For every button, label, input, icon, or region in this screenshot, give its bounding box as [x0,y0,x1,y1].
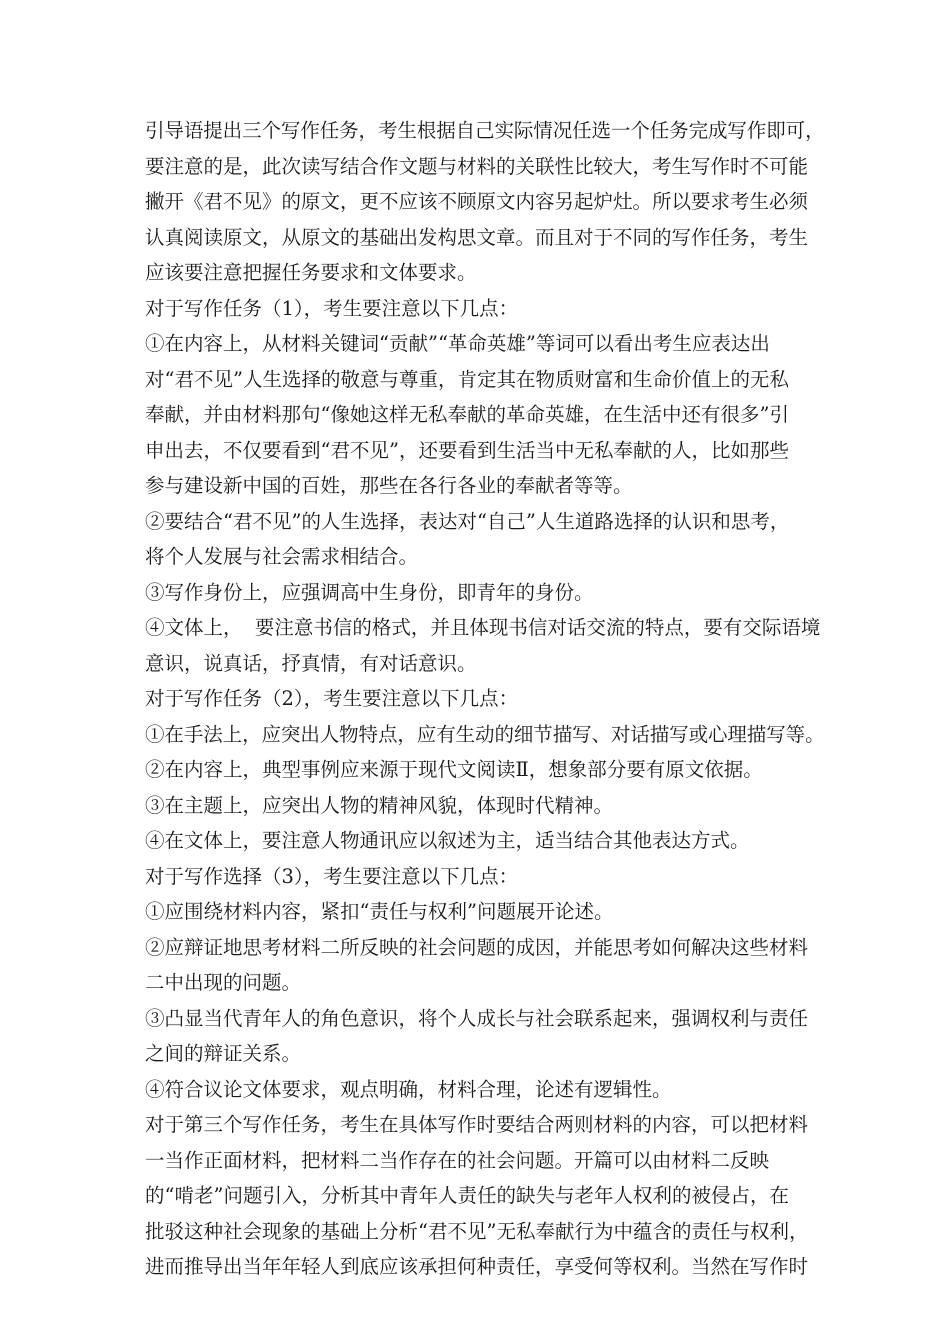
text-line: ②在内容上，典型事例应来源于现代文阅读Ⅱ，想象部分要有原文依据。 [145,758,763,781]
text-line: 参与建设新中国的百姓，那些在各行各业的奉献者等等。 [145,474,633,497]
text-line: ④文体上， 要注意书信的格式，并且体现书信对话交流的特点，要有交际语境 [145,616,821,639]
text-line: ④在文体上，要注意人物通讯应以叙述为主，适当结合其他表达方式。 [145,829,750,852]
text-line: 之间的辩证关系。 [145,1042,302,1065]
text-line: 对于第三个写作任务，考生在具体写作时要结合两则材料的内容，可以把材料 [145,1113,809,1136]
text-line: 意识，说真话，抒真情，有对话意识。 [145,651,477,675]
text-line: 奉献，并由材料那句“像她这样无私奉献的革命英雄，在生活中还有很多”引 [145,403,789,426]
text-line: ②要结合“君不见”的人生选择，表达对“自己”人生道路选择的认识和思考， [145,509,790,533]
text-line: ②应辩证地思考材料二所反映的社会问题的成因，并能思考如何解决这些材料 [145,935,809,959]
text-line: ③写作身份上，应强调高中生身份，即青年的身份。 [145,580,594,604]
text-line: 应该要注意把握任务要求和文体要求。 [145,261,477,284]
section-heading-task-1: 对于写作任务（1），考生要注意以下几点： [145,296,519,320]
text-line: ①在手法上，应突出人物特点，应有生动的细节描写、对话描写或心理描写等。 [145,722,825,746]
text-line: 对“君不见”人生选择的敬意与尊重，肯定其在物质财富和生命价值上的无私 [145,367,789,391]
text-line: ①在内容上，从材料关键词“贡献”“革命英雄”等词可以看出考生应表达出 [145,332,770,355]
text-line: 撇开《君不见》的原文，更不应该不顾原文内容另起炉灶。所以要求考生必须 [145,190,809,213]
body-text [145,113,825,1285]
text-line: 二中出现的问题。 [145,971,302,994]
section-heading-task-2: 对于写作任务（2），考生要注意以下几点： [145,687,519,710]
text-line: 认真阅读原文，从原文的基础出发构思文章。而且对于不同的写作任务，考生 [145,225,809,249]
text-line: ③凸显当代青年人的角色意识，将个人成长与社会联系起来，强调权利与责任 [145,1006,809,1030]
text-line: 进而推导出当年年轻人到底应该承担何种责任，享受何等权利。当然在写作时 [145,1255,809,1278]
text-line: 将个人发展与社会需求相结合。 [145,545,419,568]
text-line: 一当作正面材料，把材料二当作存在的社会问题。开篇可以由材料二反映 [145,1148,770,1172]
section-heading-task-3: 对于写作选择（3），考生要注意以下几点： [145,864,519,888]
text-line: 的“啃老”问题引入，分析其中青年人责任的缺失与老年人权利的被侵占，在 [145,1184,789,1207]
text-line: ①应围绕材料内容，紧扣“责任与权利”问题展开论述。 [145,900,614,923]
text-line: ③在主题上，应突出人物的精神风貌，体现时代精神。 [145,793,614,817]
text-line: 批驳这种社会现象的基础上分析“君不见”无私奉献行为中蕴含的责任与权利， [145,1219,809,1243]
text-line: 申出去，不仅要看到“君不见”，还要看到生活当中无私奉献的人，比如那些 [145,438,789,462]
text-line: 引导语提出三个写作任务，考生根据自己实际情况任选一个任务完成写作即可， [145,119,825,142]
text-line: ④符合议论文体要求，观点明确，材料合理，论述有逻辑性。 [145,1077,672,1101]
text-line: 要注意的是，此次读写结合作文题与材料的关联性比较大，考生写作时不可能 [145,154,809,178]
